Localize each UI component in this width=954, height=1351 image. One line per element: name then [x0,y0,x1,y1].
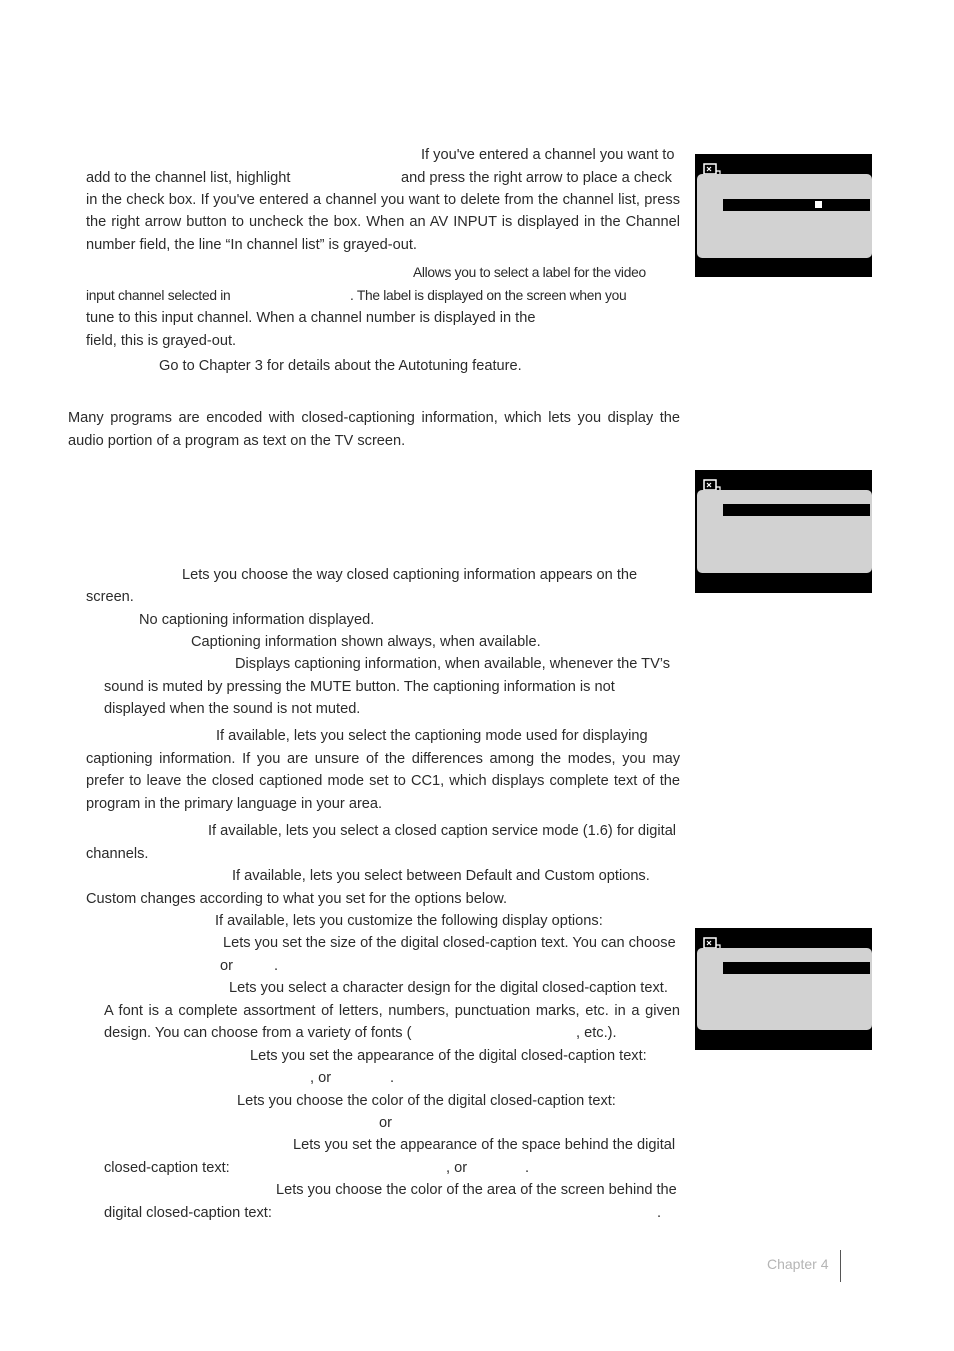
opacity-2: , or [310,1070,332,1086]
cc-mute-1: Displays captioning information, when available, whenever the TV’s [235,656,671,672]
menu-panel [697,174,872,258]
label-text-2a: input channel selected in [86,288,231,303]
size-2: or [220,958,233,974]
bg-color-3: . [657,1205,662,1221]
bg-color-1: Lets you choose the color of the area of the screen behind the [276,1182,677,1198]
bg-opacity-2: closed-caption text: [104,1160,230,1176]
tv-menu-screenshot-cc [695,470,872,593]
opacity-1: Lets you set the appearance of the digital closed-caption text: [250,1048,647,1064]
menu-highlight-bar [723,199,870,211]
cc-off-text: No captioning information displayed. [139,612,375,628]
font-1: Lets you select a character design for the digital closed-caption text. [229,980,668,996]
footer-chapter: Chapter 4 [767,1256,829,1272]
menu-panel [697,948,872,1030]
cc-mode-2: captioning information. If you are unsure of the differences among the modes, you may [86,751,680,767]
bg-opacity-1: Lets you set the appearance of the space behind the digital [293,1137,676,1153]
label-text-2b: . The label is displayed on the screen when you [350,288,627,303]
channel-list-text-3: in the check box. If you've entered a channel you want to delete from the channel list, press [86,192,680,208]
channel-list-text-2a: add to the channel list, highlight [86,170,291,186]
menu-panel [697,490,872,573]
label-text-3: tune to this input channel. When a channel number is displayed in the [86,310,536,326]
bg-color-2: digital closed-caption text: [104,1205,272,1221]
color-2: or [379,1115,392,1131]
cc-intro-1: Many programs are encoded with closed-captioning information, which lets you display the [68,410,680,426]
bg-opacity-3: , or [446,1160,468,1176]
label-text-1: Allows you to select a label for the video [413,265,646,280]
menu-highlight-bar [723,504,870,516]
cc-intro-2: audio portion of a program as text on the TV screen. [68,433,406,449]
opacity-3: . [390,1070,395,1086]
checkbox-checked-icon [815,201,822,208]
menu-highlight-bar [723,962,870,974]
channel-list-text-5: number field, the line “In channel list” is grayed-out. [86,237,417,253]
cc-mute-2: sound is muted by pressing the MUTE button. The captioning information is not [104,679,615,695]
cc-mode-3: prefer to leave the closed captioned mode set to CC1, which displays complete text of the [86,773,680,789]
font-3a: design. You can choose from a variety of fonts ( [104,1025,412,1041]
cc-display-1: Lets you choose the way closed captioning information appears on the [182,567,638,583]
size-1: Lets you set the size of the digital closed-caption text. You can choose [223,935,676,951]
options-2: Custom changes according to what you set for the options below. [86,891,508,907]
cc-mute-3: displayed when the sound is not muted. [104,701,361,717]
label-text-4: field, this is grayed-out. [86,333,237,349]
size-3: . [274,958,279,974]
footer-divider [840,1250,841,1282]
options-1: If available, lets you select between Default and Custom options. [232,868,650,884]
cc-mode-4: program in the primary language in your area. [86,796,383,812]
font-3b: , etc.). [576,1025,617,1041]
channel-list-text-2b: and press the right arrow to place a check [401,170,672,186]
customize-text: If available, lets you customize the following display options: [215,913,603,929]
cc-display-2: screen. [86,589,134,605]
service-1: If available, lets you select a closed caption service mode (1.6) for digital [208,823,677,839]
font-2: A font is a complete assortment of letters, numbers, punctuation marks, etc. in a given [104,1003,680,1019]
channel-list-text-4: the right arrow button to uncheck the box. When an AV INPUT is displayed in the Channel [86,214,680,230]
bg-opacity-4: . [525,1160,530,1176]
channel-list-text-1: If you've entered a channel you want to [421,147,675,163]
tv-menu-screenshot-channel [695,154,872,277]
color-1: Lets you choose the color of the digital closed-caption text: [237,1093,616,1109]
tv-menu-screenshot-digital-cc [695,928,872,1050]
cc-on-text: Captioning information shown always, when available. [191,634,541,650]
autotuning-text: Go to Chapter 3 for details about the Autotuning feature. [159,358,522,374]
service-2: channels. [86,846,149,862]
cc-mode-1: If available, lets you select the captioning mode used for displaying [216,728,648,744]
